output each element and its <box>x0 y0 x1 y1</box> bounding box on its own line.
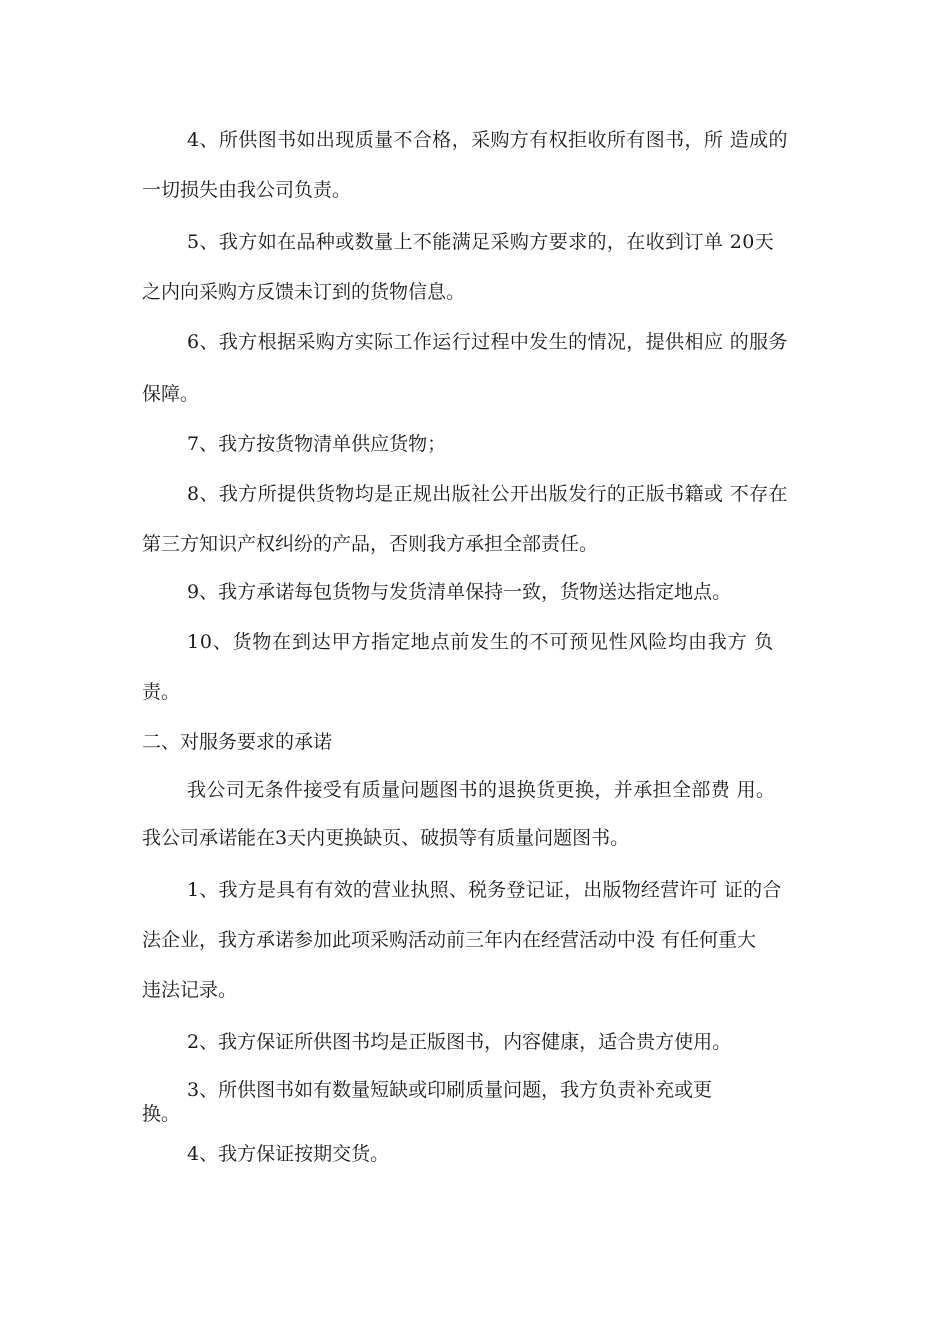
text-line: 10、货物在到达甲方指定地点前发生的不可预见性风险均由我方 负 <box>187 631 775 653</box>
text-line: 责。 <box>142 681 181 703</box>
text-line: 3、所供图书如有数量短缺或印刷质量问题，我方负责补充或更 <box>187 1079 713 1101</box>
text-line: 1、我方是具有有效的营业执照、税务登记证，出版物经营许可 证的合 <box>187 879 782 901</box>
text-line: 8、我方所提供货物均是正规出版社公开出版发行的正版书籍或 不存在 <box>187 483 788 505</box>
text-line: 我公司无条件接受有质量问题图书的退换货更换，并承担全部费 用。 <box>187 779 776 801</box>
text-line: 2、我方保证所供图书均是正版图书，内容健康，适合贵方使用。 <box>187 1031 732 1053</box>
text-line: 7、我方按货物清单供应货物； <box>187 433 447 455</box>
text-line: 违法记录。 <box>142 979 238 1001</box>
text-line: 第三方知识产权纠纷的产品，否则我方承担全部责任。 <box>142 533 599 555</box>
text-line: 4、所供图书如出现质量不合格，采购方有权拒收所有图书，所 造成的 <box>187 129 788 151</box>
text-line: 一切损失由我公司负责。 <box>142 179 352 201</box>
text-line: 5、我方如在品种或数量上不能满足采购方要求的，在收到订单 20天 <box>187 231 775 253</box>
text-line: 之内向采购方反馈未订到的货物信息。 <box>142 281 466 303</box>
section-heading: 二、对服务要求的承诺 <box>142 731 333 753</box>
text-line: 9、我方承诺每包货物与发货清单保持一致，货物送达指定地点。 <box>187 581 732 603</box>
text-line: 换。 <box>142 1103 181 1125</box>
text-line: 保障。 <box>142 383 200 405</box>
text-line: 6、我方根据采购方实际工作运行过程中发生的情况，提供相应 的服务 <box>187 331 788 353</box>
text-line: 我公司承诺能在3天内更换缺页、破损等有质量问题图书。 <box>142 827 630 849</box>
text-line: 4、我方保证按期交货。 <box>187 1143 390 1165</box>
text-line: 法企业，我方承诺参加此项采购活动前三年内在经营活动中没 有任何重大 <box>142 929 757 951</box>
